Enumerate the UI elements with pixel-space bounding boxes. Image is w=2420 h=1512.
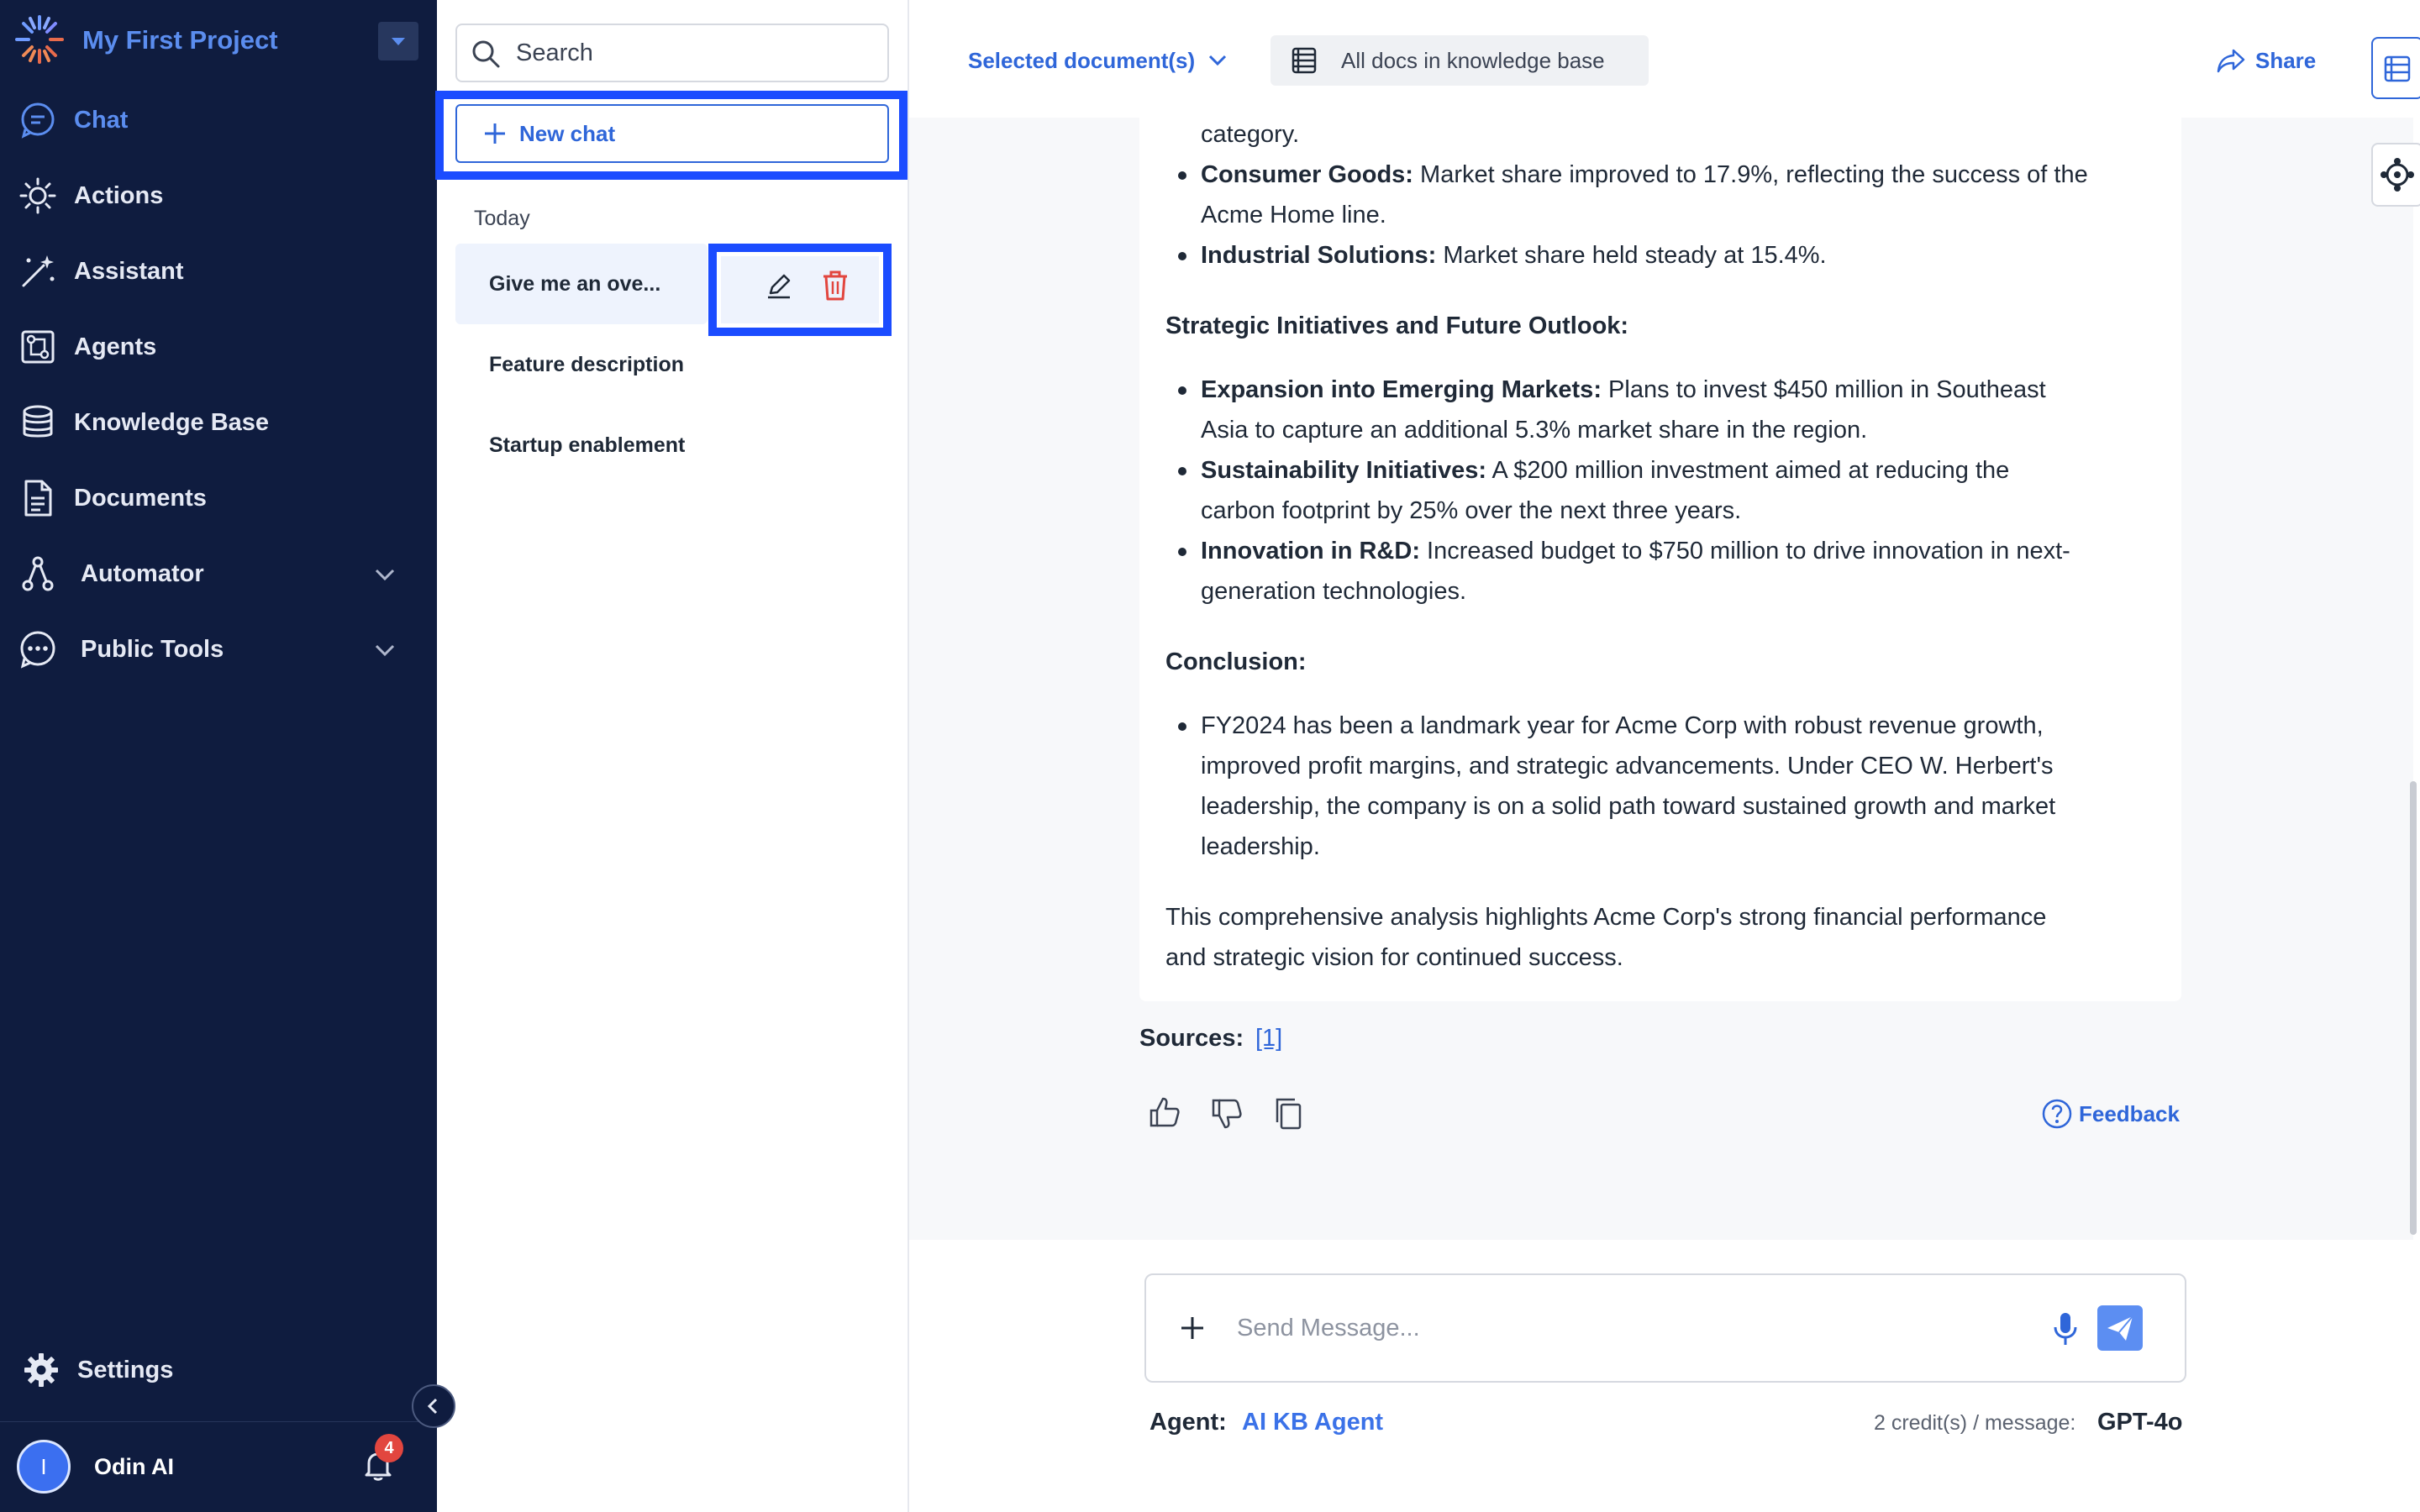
search-placeholder: Search [516,39,593,66]
feedback-label: Feedback [2079,1101,2180,1126]
model-selector[interactable]: GPT-4o [2097,1409,2183,1436]
all-docs-label: All docs in knowledge base [1341,48,1605,73]
nav-item-settings[interactable] [0,1332,437,1408]
nav-label: Documents [74,485,207,512]
feedback-button[interactable] [2040,1095,2183,1132]
bullet [1178,548,1186,556]
bullet-line: Innovation in R&D: Increased budget to $750 million to drive innovation in next- [1201,538,2070,564]
nav-item-public-tools[interactable] [0,612,437,687]
bullet [1178,171,1186,180]
paper-plane-icon [2097,1305,2143,1351]
nav-item-assistant[interactable] [0,234,437,309]
bullet-line: carbon footprint by 25% over the next three years. [1201,497,1742,524]
bullet-line: Industrial Solutions: Market share held steady at 15.4%. [1201,242,1827,269]
bullet-line: generation technologies. [1201,578,1467,605]
section-heading: Conclusion: [1165,648,1307,675]
message-input[interactable]: Send Message... [1237,1315,1420,1341]
avatar[interactable]: I [17,1440,71,1494]
agent-diagram-icon [18,328,57,366]
logo-icon [13,13,66,66]
source-link[interactable]: [1] [1255,1025,1283,1052]
bullet-line: Expansion into Emerging Markets: Plans to invest $450 million in Southeast [1201,376,2046,403]
bullet-line: leadership, the company is on a solid path toward sustained growth and market [1201,793,2056,820]
plus-icon [482,121,508,146]
nav-item-chat[interactable] [0,82,437,158]
section-label-today: Today [474,207,530,230]
agent-selector[interactable]: AI KB Agent [1242,1409,1384,1436]
network-gear-icon [2373,144,2420,205]
collapse-sidebar-button[interactable] [412,1384,455,1428]
bullet [1178,722,1186,731]
chat-list-item[interactable]: Feature description [489,353,684,376]
bullet-line: improved profit margins, and strategic advancements. Under CEO W. Herbert's [1201,753,2054,780]
nav-label: Actions [74,182,164,209]
nav-item-knowledge-base[interactable] [0,385,437,460]
chevron-down-icon[interactable] [373,638,397,662]
scrollbar[interactable] [2410,781,2417,1235]
credits-text: 2 credit(s) / message: [1874,1411,2076,1435]
thumbs-down-icon[interactable] [1208,1095,1245,1132]
bullet [1178,252,1186,260]
flow-nodes-icon [18,554,57,593]
bullet [1178,467,1186,475]
chat-title: Give me an ove... [489,272,661,296]
nav-label: Public Tools [81,636,224,663]
nav-label: Assistant [74,258,184,285]
bullet [1178,386,1186,395]
selected-documents-label: Selected document(s) [968,48,1196,73]
side-panel-tab-documents[interactable] [2371,37,2420,99]
nav-item-automator[interactable] [0,536,437,612]
nav-item-agents[interactable] [0,309,437,385]
plus-icon[interactable] [1178,1314,1207,1342]
bullet-line: Asia to capture an additional 5.3% market share in the region. [1201,417,1868,444]
trash-icon[interactable] [820,269,850,302]
nav-label: Chat [74,107,129,134]
nav-label: Knowledge Base [74,409,270,436]
microphone-icon[interactable] [2050,1310,2081,1347]
caret-down-icon [378,22,418,60]
project-name[interactable]: My First Project [82,25,278,55]
share-label: Share [2255,48,2317,73]
bullet-line: Acme Home line. [1201,202,1386,228]
nav-label: Automator [81,560,204,587]
nav-item-actions[interactable] [0,158,437,234]
bullet-line: leadership. [1201,833,1320,860]
user-name[interactable]: Odin AI [94,1454,174,1479]
notification-badge: 4 [375,1434,403,1462]
message-text: category. [1201,121,1300,148]
section-heading: Strategic Initiatives and Future Outlook: [1165,312,1629,339]
gear-icon [22,1351,60,1389]
bullet-line: FY2024 has been a landmark year for Acme Corp with robust revenue growth, [1201,712,2044,739]
closing-line: and strategic vision for continued success. [1165,944,1623,971]
chat-dots-icon [18,630,57,669]
project-dropdown-button[interactable] [378,22,418,60]
new-chat-label: New chat [519,121,616,146]
settings-label: Settings [77,1357,174,1383]
gear-sun-icon [18,176,57,215]
chat-list-item[interactable]: Startup enablement [489,433,686,457]
edit-pencil-icon[interactable] [763,270,795,302]
nav-label: Agents [74,333,157,360]
side-panel-tab-nodes[interactable] [2371,143,2420,207]
database-list-icon [2373,39,2420,97]
nav-item-documents[interactable] [0,460,437,536]
share-arrow-icon [2215,44,2249,77]
copy-icon[interactable] [1270,1095,1307,1132]
database-icon [18,403,57,442]
chevron-down-icon [1205,47,1230,72]
bullet-line: Consumer Goods: Market share improved to 17.9%, reflecting the success of the [1201,161,2088,188]
left-navigation [0,0,437,1512]
database-list-icon [1289,45,1319,76]
bullet-line: Sustainability Initiatives: A $200 million investment aimed at reducing the [1201,457,2010,484]
chevron-left-icon [413,1386,454,1426]
magic-wand-icon [18,252,57,291]
send-button[interactable] [2097,1305,2143,1351]
search-icon [469,37,502,71]
chat-item-actions [721,256,879,323]
thumbs-up-icon[interactable] [1146,1094,1183,1131]
chevron-down-icon[interactable] [373,563,397,586]
closing-line: This comprehensive analysis highlights Acme Corp's strong financial performance [1165,904,2047,931]
agent-label: Agent: [1150,1409,1227,1436]
help-circle-icon [2040,1097,2074,1131]
chat-bubble-icon [18,101,57,139]
sources-label: Sources: [1139,1025,1244,1052]
document-icon [18,479,57,517]
